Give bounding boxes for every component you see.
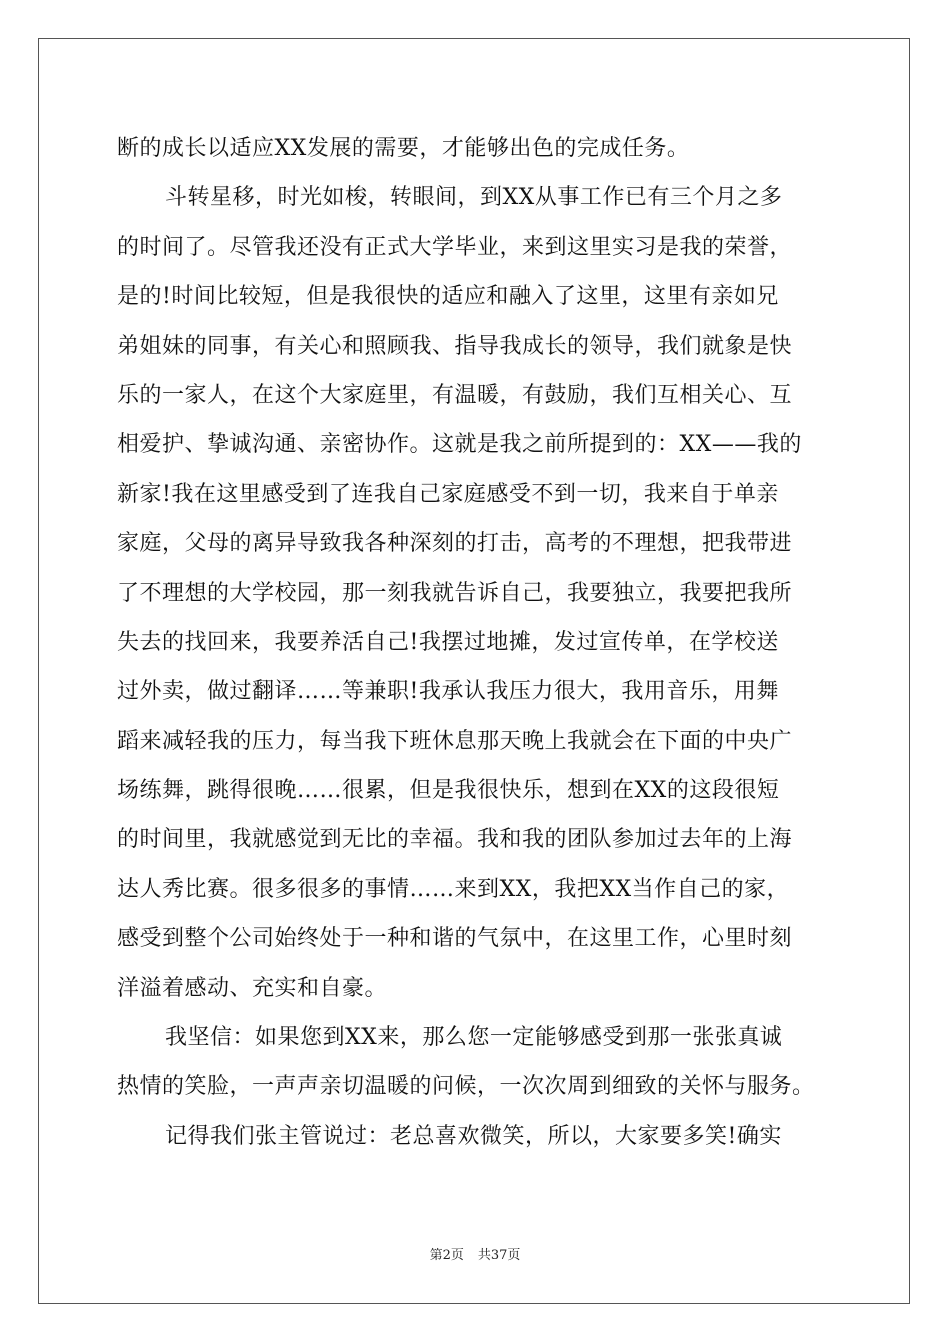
text-line: 洋溢着感动、充实和自豪。 bbox=[117, 975, 388, 1001]
text-line: 热情的笑脸，一声声亲切温暖的问候，一次次周到细致的关怀与服务。 bbox=[117, 1074, 815, 1100]
text-line: 过外卖，做过翻译……等兼职!我承认我压力很大，我用音乐，用舞 bbox=[117, 679, 779, 705]
page-number: 第2页 bbox=[429, 1248, 464, 1263]
text-line: 弟姐妹的同事，有关心和照顾我、指导我成长的领导，我们就象是快 bbox=[117, 333, 793, 359]
text-line: 的时间了。尽管我还没有正式大学毕业，来到这里实习是我的荣誉， bbox=[117, 234, 793, 260]
text-line: 我坚信：如果您到XX来，那么您一定能够感受到那一张张真诚 bbox=[165, 1025, 783, 1051]
text-line: 感受到整个公司始终处于一种和谐的气氛中，在这里工作，心里时刻 bbox=[117, 926, 793, 952]
text-line: 记得我们张主管说过：老总喜欢微笑，所以，大家要多笑!确实 bbox=[165, 1123, 782, 1149]
page-total: 共37页 bbox=[477, 1248, 521, 1263]
text-line: 达人秀比赛。很多很多的事情……来到XX，我把XX当作自己的家， bbox=[117, 876, 790, 902]
text-line: 是的!时间比较短，但是我很快的适应和融入了这里，这里有亲如兄 bbox=[117, 284, 779, 310]
text-line: 家庭，父母的离异导致我各种深刻的打击，高考的不理想，把我带进 bbox=[117, 531, 793, 557]
text-line: 了不理想的大学校园，那一刻我就告诉自己，我要独立，我要把我所 bbox=[117, 580, 793, 606]
text-line: 斗转星移，时光如梭，转眼间，到XX从事工作已有三个月之多 bbox=[165, 185, 783, 211]
page-footer bbox=[0, 1247, 950, 1265]
text-line: 场练舞，跳得很晚……很累，但是我很快乐，想到在XX的这段很短 bbox=[117, 778, 780, 804]
text-line: 相爱护、挚诚沟通、亲密协作。这就是我之前所提到的：XX——我的 bbox=[117, 432, 802, 458]
document-body bbox=[117, 124, 837, 1161]
text-line: 失去的找回来，我要养活自己!我摆过地摊，发过宣传单，在学校送 bbox=[117, 629, 779, 655]
text-line: 的时间里，我就感觉到无比的幸福。我和我的团队参加过去年的上海 bbox=[117, 827, 793, 853]
text-line: 断的成长以适应XX发展的需要，才能够出色的完成任务。 bbox=[117, 136, 690, 161]
text-line: 新家!我在这里感受到了连我自己家庭感受不到一切，我来自于单亲 bbox=[117, 481, 779, 507]
text-line: 蹈来减轻我的压力，每当我下班休息那天晚上我就会在下面的中央广 bbox=[117, 728, 793, 754]
text-line: 乐的一家人，在这个大家庭里，有温暖，有鼓励，我们互相关心、互 bbox=[117, 382, 793, 408]
